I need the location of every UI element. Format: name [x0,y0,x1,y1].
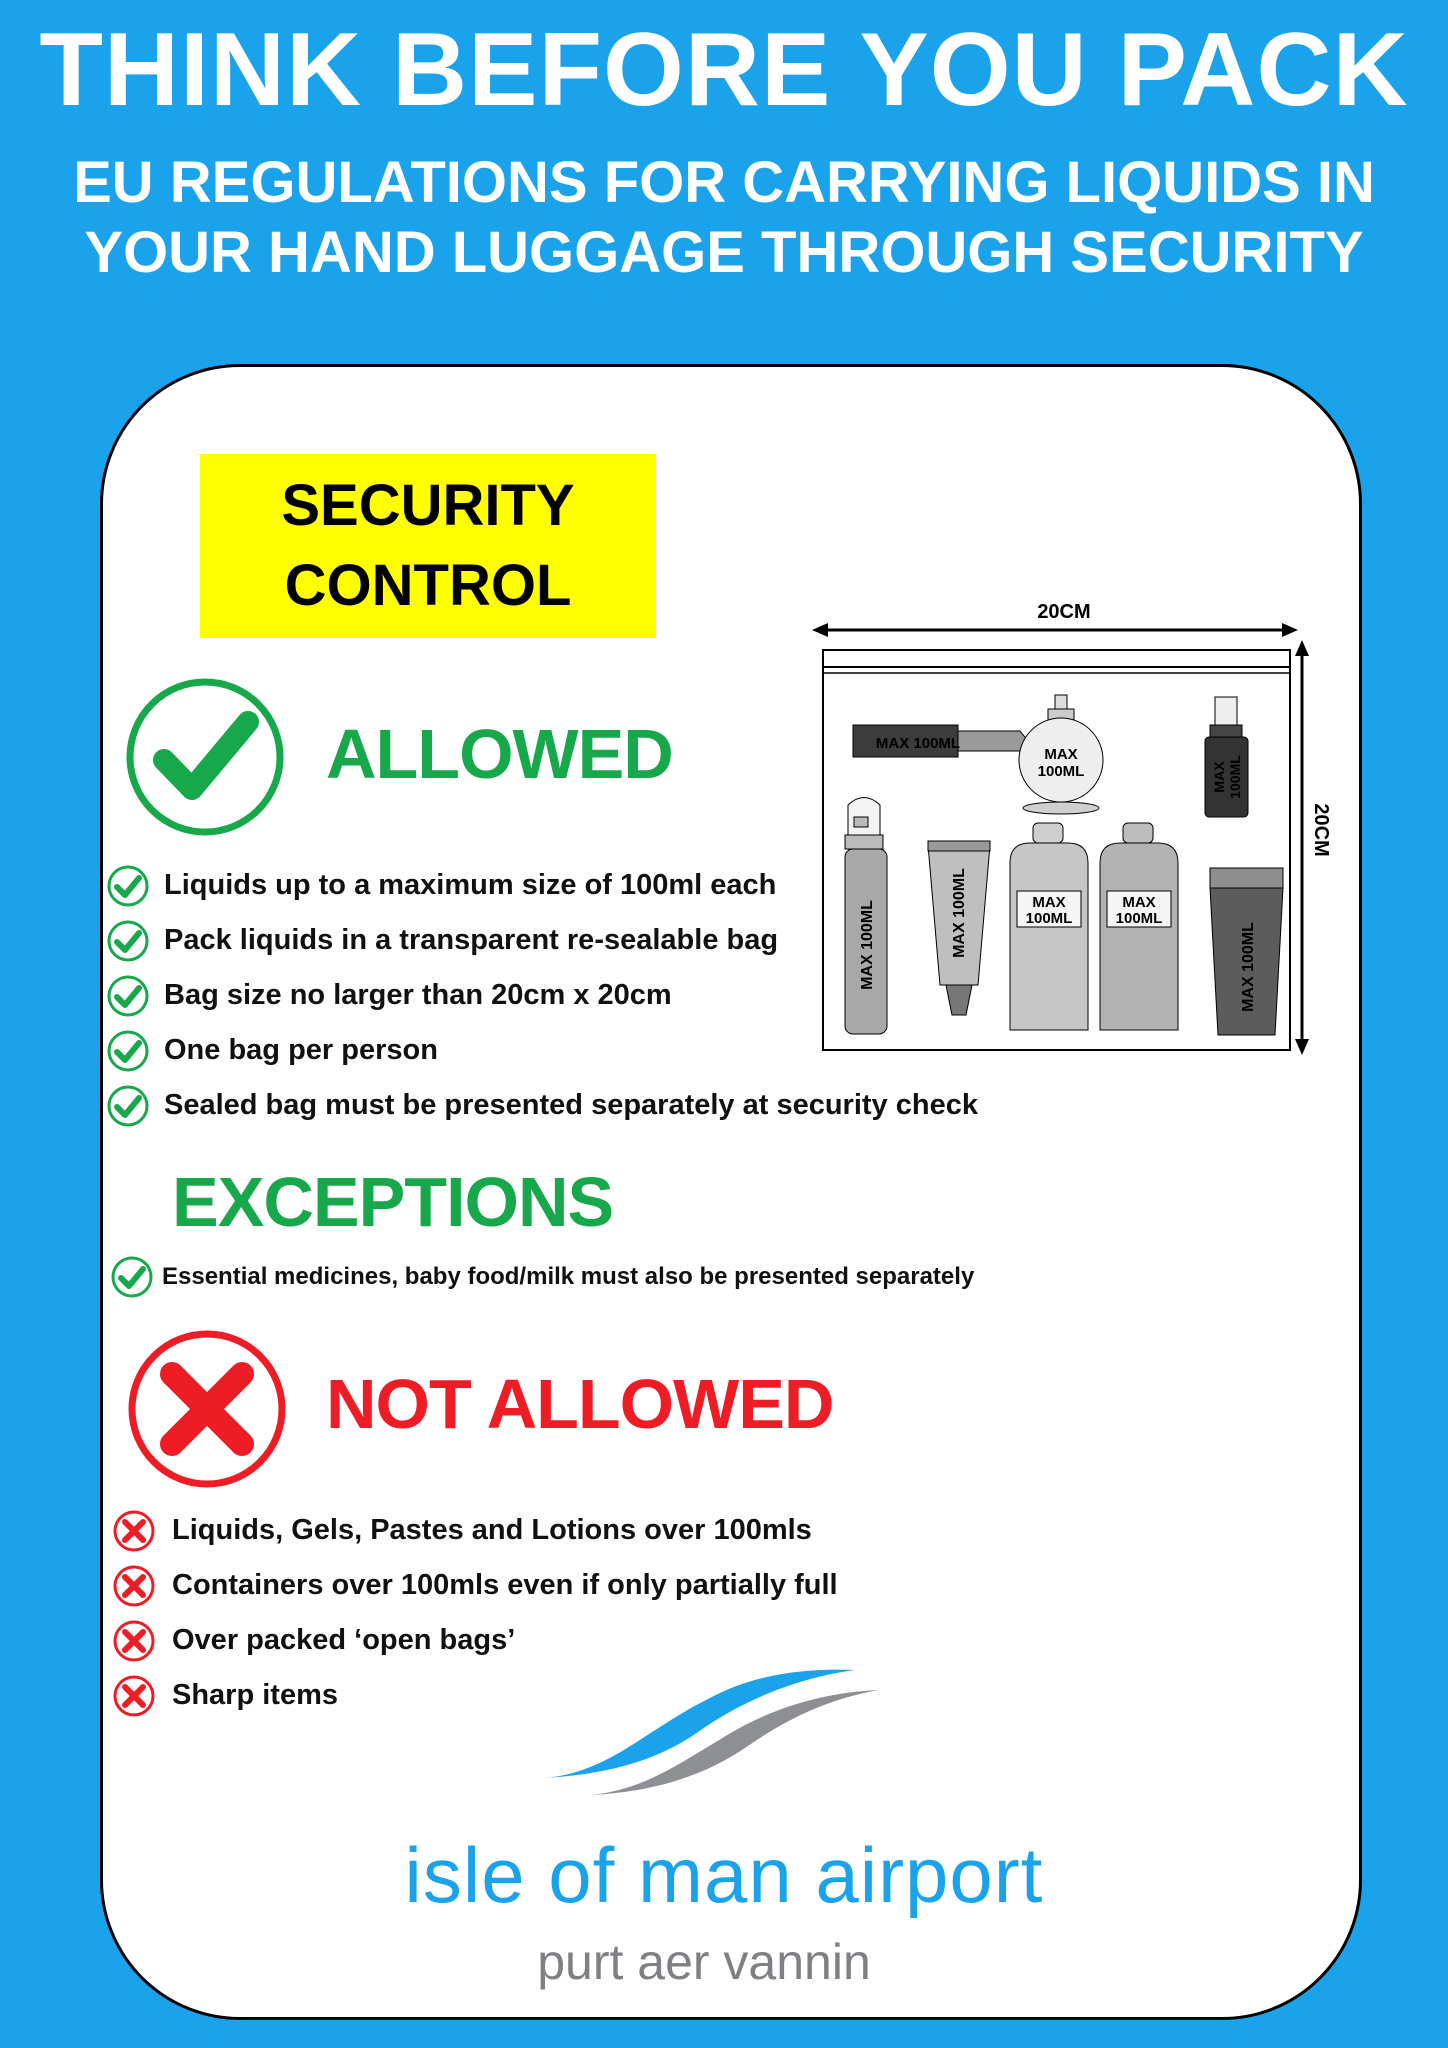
security-line-1: SECURITY [281,473,575,538]
check-circle-icon [106,1084,150,1128]
list-item [106,1078,978,1133]
check-circle-icon [106,1029,150,1073]
container-label-max: MAX [1122,894,1156,911]
security-control-box [200,454,656,638]
container-label: MAX 100ML [951,868,968,958]
list-item-text: Containers over 100mls even if only partially full [172,1569,838,1601]
subtitle-line-2: YOUR HAND LUGGAGE THROUGH SECURITY [84,220,1364,285]
container-label: MAX 100ML [859,900,876,990]
brand-name: isle of man airport [404,1831,1044,1919]
container-label-volume: 100ML [1115,910,1163,927]
cross-circle-icon [112,1509,156,1553]
container-label-max: MAX [1044,746,1078,763]
list-item [110,1249,974,1304]
exceptions-title: EXCEPTIONS [172,1163,614,1241]
cross-circle-icon [112,1619,156,1663]
list-item-text: One bag per person [164,1034,438,1066]
container-label: MAX 100ML [875,735,961,752]
list-item-text: Sealed bag must be presented separately at security check [164,1089,978,1121]
list-item [112,1558,838,1613]
list-item-text: Bag size no larger than 20cm x 20cm [164,979,672,1011]
security-line-2: CONTROL [284,553,572,618]
brand-tagline: purt aer vannin [537,1934,871,1990]
cross-circle-icon [112,1564,156,1608]
width-label: 20CM [1037,601,1091,623]
liquids-bag-diagram [810,595,1340,1065]
container-label-volume: 100ML [1227,755,1243,799]
cross-circle-icon [112,1674,156,1718]
list-item-text: Sharp items [172,1679,338,1711]
airport-swoosh-logo [540,1660,880,1800]
container-label-volume: 100ML [1025,910,1073,927]
list-item [112,1503,838,1558]
bottle-container [1010,823,1088,1030]
exceptions-list [110,1249,974,1304]
subtitle-line-1: EU REGULATIONS FOR CARRYING LIQUIDS IN [73,150,1375,215]
list-item-text: Essential medicines, baby food/milk must also be presented separately [162,1262,975,1290]
check-circle-icon [106,919,150,963]
check-circle-icon [106,974,150,1018]
allowed-check-icon [124,676,286,838]
dark-tube-container [1210,868,1283,1035]
check-circle-icon [106,864,150,908]
list-item-text: Over packed ‘open bags’ [172,1624,516,1656]
list-item-text: Liquids, Gels, Pastes and Lotions over 100mls [172,1514,812,1546]
allowed-title: ALLOWED [326,715,673,793]
poster-subtitle [40,148,1408,288]
container-label-max: MAX [1032,894,1066,911]
container-label: MAX 100ML [1240,922,1257,1012]
not-allowed-title: NOT ALLOWED [326,1365,834,1443]
height-label: 20CM [1310,803,1332,857]
container-label-max: MAX [1211,761,1227,793]
container-label-volume: 100ML [1037,763,1085,780]
bottle-container [1100,823,1178,1030]
check-circle-icon [110,1255,154,1299]
not-allowed-cross-icon [126,1328,288,1490]
poster-title: THINK BEFORE YOU PACK [39,12,1409,128]
list-item-text: Liquids up to a maximum size of 100ml each [164,869,777,901]
list-item-text: Pack liquids in a transparent re-sealable bag [164,924,779,956]
